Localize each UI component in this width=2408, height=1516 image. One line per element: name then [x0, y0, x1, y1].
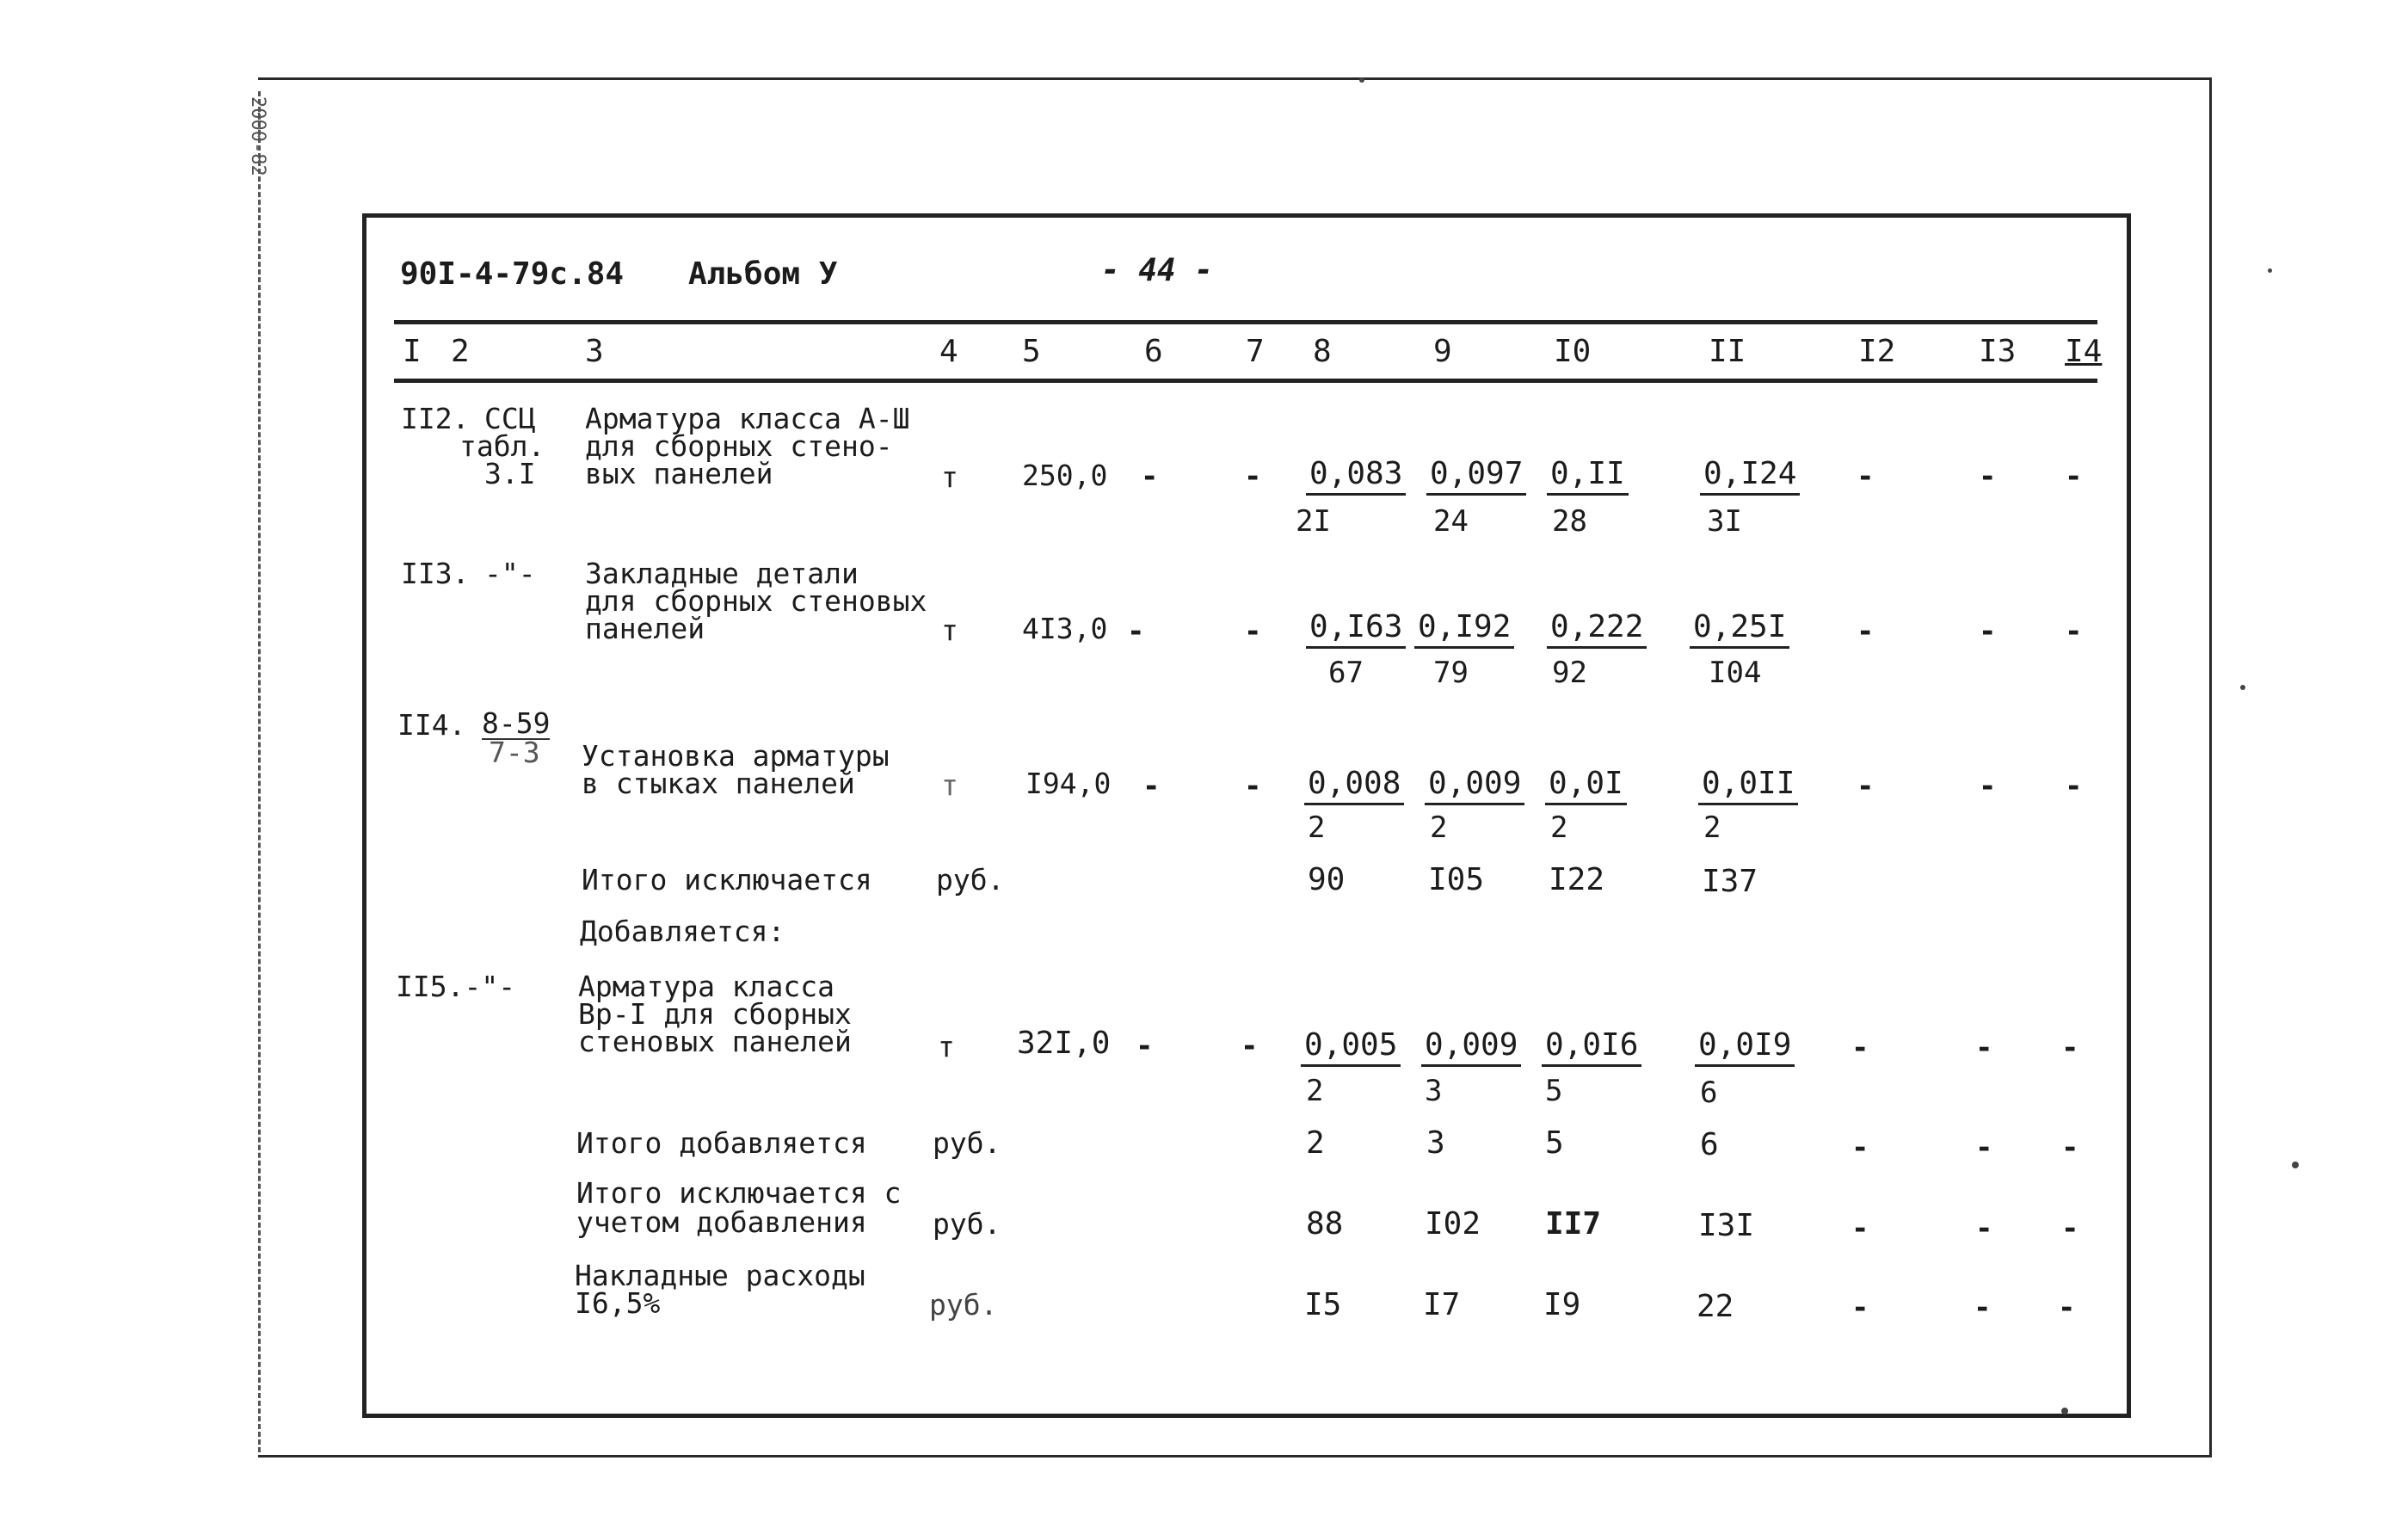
row-cell-6: - — [1127, 614, 1145, 649]
row-cell-7: - — [1241, 1029, 1259, 1063]
row-cell-6: - — [1141, 459, 1159, 494]
row-cost-9: 2 — [1430, 810, 1448, 845]
row-description: вых панелей — [585, 457, 773, 490]
row-description: I6,5% — [575, 1286, 661, 1320]
row-description: Итого добавляется — [576, 1126, 867, 1160]
row-number: II2. — [401, 402, 470, 435]
album-title: Альбом У — [688, 256, 838, 292]
row-cell-14: - — [2061, 1131, 2079, 1165]
row-unit: т — [941, 613, 958, 647]
col-num-9: 9 — [1433, 334, 1452, 369]
row-description: панелей — [585, 612, 705, 645]
header-rule-bottom — [394, 379, 2097, 383]
col-num-6: 6 — [1144, 334, 1163, 369]
scan-speck — [2061, 1408, 2068, 1414]
row-unit: руб. — [936, 863, 1005, 897]
row-unit: руб. — [933, 1207, 1001, 1241]
row-value-10: 0,II — [1547, 456, 1629, 496]
row-value-10: 5 — [1545, 1125, 1564, 1161]
row-cell-12: - — [1851, 1031, 1869, 1065]
row-unit-price: 32I,0 — [1017, 1026, 1111, 1061]
row-cost-8: 2 — [1306, 1074, 1324, 1108]
header-rule-top — [394, 320, 2097, 324]
row-number: II4. — [397, 708, 466, 742]
row-value-9: 3 — [1426, 1125, 1445, 1161]
row-value-9: 0,009 — [1425, 766, 1524, 805]
row-value-10: I22 — [1549, 862, 1605, 897]
row-cost-10: 2 — [1550, 810, 1568, 845]
page-number: - 44 - — [1101, 253, 1214, 288]
row-number: II5.-"- — [396, 970, 516, 1003]
side-stamp: 2000-82 — [247, 96, 268, 176]
col-num-7: 7 — [1246, 334, 1265, 369]
row-number: II3. — [401, 557, 470, 590]
row-value-9: 0,097 — [1426, 456, 1526, 496]
row-description: Арматура класса А-Ш — [585, 402, 910, 435]
row-reference: 3.I — [484, 457, 536, 490]
row-value-8: I5 — [1304, 1287, 1342, 1322]
row-unit-price: I94,0 — [1025, 767, 1112, 800]
row-value-10: I9 — [1543, 1287, 1581, 1322]
col-num-14: I4 — [2065, 334, 2103, 369]
row-value-11: 0,I24 — [1700, 456, 1800, 496]
row-cell-13: - — [1979, 769, 1997, 804]
row-description: Закладные детали — [585, 557, 859, 590]
row-reference: 7-3 — [489, 736, 540, 769]
col-num-1: I — [403, 334, 422, 369]
row-cell-12: - — [1851, 1291, 1869, 1325]
row-cost-9: 3 — [1425, 1074, 1443, 1108]
col-num-3: 3 — [585, 334, 604, 369]
row-cell-14: - — [2061, 1031, 2079, 1065]
col-num-10: I0 — [1554, 334, 1592, 369]
col-num-11: II — [1709, 334, 1746, 369]
row-cost-11: 2 — [1703, 810, 1721, 845]
row-description: Вр-I для сборных — [578, 997, 852, 1031]
row-cell-13: - — [1975, 1131, 1993, 1165]
row-cell-13: - — [1979, 614, 1997, 649]
row-value-11: I3I — [1698, 1208, 1755, 1243]
row-unit: т — [941, 768, 958, 802]
row-cost-9: 79 — [1433, 656, 1469, 690]
row-reference: ССЦ — [484, 402, 536, 435]
row-description: стеновых панелей — [578, 1025, 852, 1058]
row-cell-12: - — [1851, 1211, 1869, 1246]
row-value-8: 0,I63 — [1306, 609, 1406, 649]
row-description: Итого исключается — [582, 863, 872, 897]
row-value-8: 90 — [1308, 862, 1346, 897]
row-unit-price: 4I3,0 — [1022, 612, 1108, 645]
row-cell-12: - — [1857, 459, 1875, 494]
row-cell-7: - — [1244, 459, 1262, 494]
scan-speck — [2240, 685, 2245, 690]
row-cell-12: - — [1851, 1131, 1869, 1165]
section-heading-added: Добавляется: — [580, 915, 785, 948]
row-unit: т — [938, 1030, 955, 1063]
row-cost-8: 2I — [1296, 504, 1331, 539]
row-description: Установка арматуры — [582, 739, 890, 773]
row-cell-13: - — [1974, 1291, 1992, 1325]
row-value-9: 0,I92 — [1414, 609, 1514, 649]
col-num-13: I3 — [1979, 334, 2017, 369]
row-value-9: I02 — [1425, 1206, 1481, 1242]
row-description: учетом добавления — [576, 1205, 867, 1239]
row-cost-11: 6 — [1700, 1075, 1718, 1110]
row-cell-14: - — [2061, 1211, 2079, 1246]
row-value-8: 0,005 — [1301, 1027, 1401, 1067]
row-cell-14: - — [2065, 769, 2083, 804]
col-num-8: 8 — [1313, 334, 1332, 369]
row-value-9: 0,009 — [1421, 1027, 1521, 1067]
row-value-8: 0,008 — [1304, 766, 1404, 805]
row-cell-14: - — [2058, 1291, 2076, 1325]
row-description: для сборных стеновых — [585, 584, 927, 618]
row-description: Итого исключается с — [576, 1176, 902, 1210]
row-cost-11: I04 — [1709, 656, 1762, 690]
row-cell-14: - — [2065, 459, 2083, 494]
row-cost-10: 5 — [1545, 1074, 1563, 1108]
row-description: Накладные расходы — [575, 1259, 865, 1292]
col-num-2: 2 — [451, 334, 470, 369]
row-cost-10: 28 — [1552, 504, 1587, 539]
outer-frame-left-edge — [258, 91, 261, 1452]
row-cell-13: - — [1975, 1031, 1993, 1065]
row-cost-10: 92 — [1552, 656, 1587, 690]
row-value-11: 6 — [1700, 1127, 1719, 1162]
row-cell-12: - — [1857, 769, 1875, 804]
row-cost-8: 67 — [1328, 656, 1364, 690]
row-value-8: 2 — [1306, 1125, 1325, 1161]
row-value-8: 0,083 — [1306, 456, 1406, 496]
row-cell-6: - — [1136, 1029, 1154, 1063]
row-reference: -"- — [484, 557, 536, 590]
scan-speck — [2268, 268, 2272, 273]
document-code: 90I-4-79с.84 — [400, 256, 625, 292]
row-unit: руб. — [929, 1288, 998, 1322]
row-value-11: I37 — [1702, 864, 1758, 899]
row-reference: 8-59 — [482, 706, 551, 740]
row-cell-13: - — [1975, 1211, 1993, 1246]
row-reference: табл. — [459, 429, 545, 463]
row-cost-11: 3I — [1707, 504, 1742, 539]
row-cell-13: - — [1979, 459, 1997, 494]
row-unit: руб. — [933, 1126, 1001, 1160]
row-value-11: 0,25I — [1690, 609, 1789, 649]
row-value-10: II7 — [1545, 1206, 1602, 1242]
row-value-11: 0,0I9 — [1695, 1027, 1795, 1067]
row-cell-7: - — [1244, 769, 1262, 804]
row-description: Арматура класса — [578, 970, 835, 1003]
row-description: для сборных стено- — [585, 429, 893, 463]
row-description: в стыках панелей — [582, 767, 855, 800]
scan-speck — [1359, 77, 1364, 83]
row-value-9: I7 — [1423, 1287, 1461, 1322]
col-num-12: I2 — [1858, 334, 1896, 369]
row-value-11: 0,0II — [1698, 766, 1798, 805]
row-value-10: 0,0I — [1545, 766, 1627, 805]
row-unit: т — [941, 460, 958, 494]
row-cell-14: - — [2065, 614, 2083, 649]
scan-speck — [2292, 1162, 2299, 1168]
col-num-4: 4 — [939, 334, 958, 369]
row-value-9: I05 — [1428, 862, 1485, 897]
row-value-10: 0,222 — [1547, 609, 1647, 649]
row-value-8: 88 — [1306, 1206, 1344, 1242]
row-cell-6: - — [1142, 769, 1161, 804]
row-cell-7: - — [1244, 614, 1262, 649]
row-unit-price: 250,0 — [1022, 459, 1108, 492]
row-value-11: 22 — [1697, 1289, 1734, 1324]
row-cost-9: 24 — [1433, 504, 1469, 539]
col-num-5: 5 — [1022, 334, 1041, 369]
row-cost-8: 2 — [1308, 810, 1326, 845]
row-cell-12: - — [1857, 614, 1875, 649]
row-value-10: 0,0I6 — [1542, 1027, 1641, 1067]
